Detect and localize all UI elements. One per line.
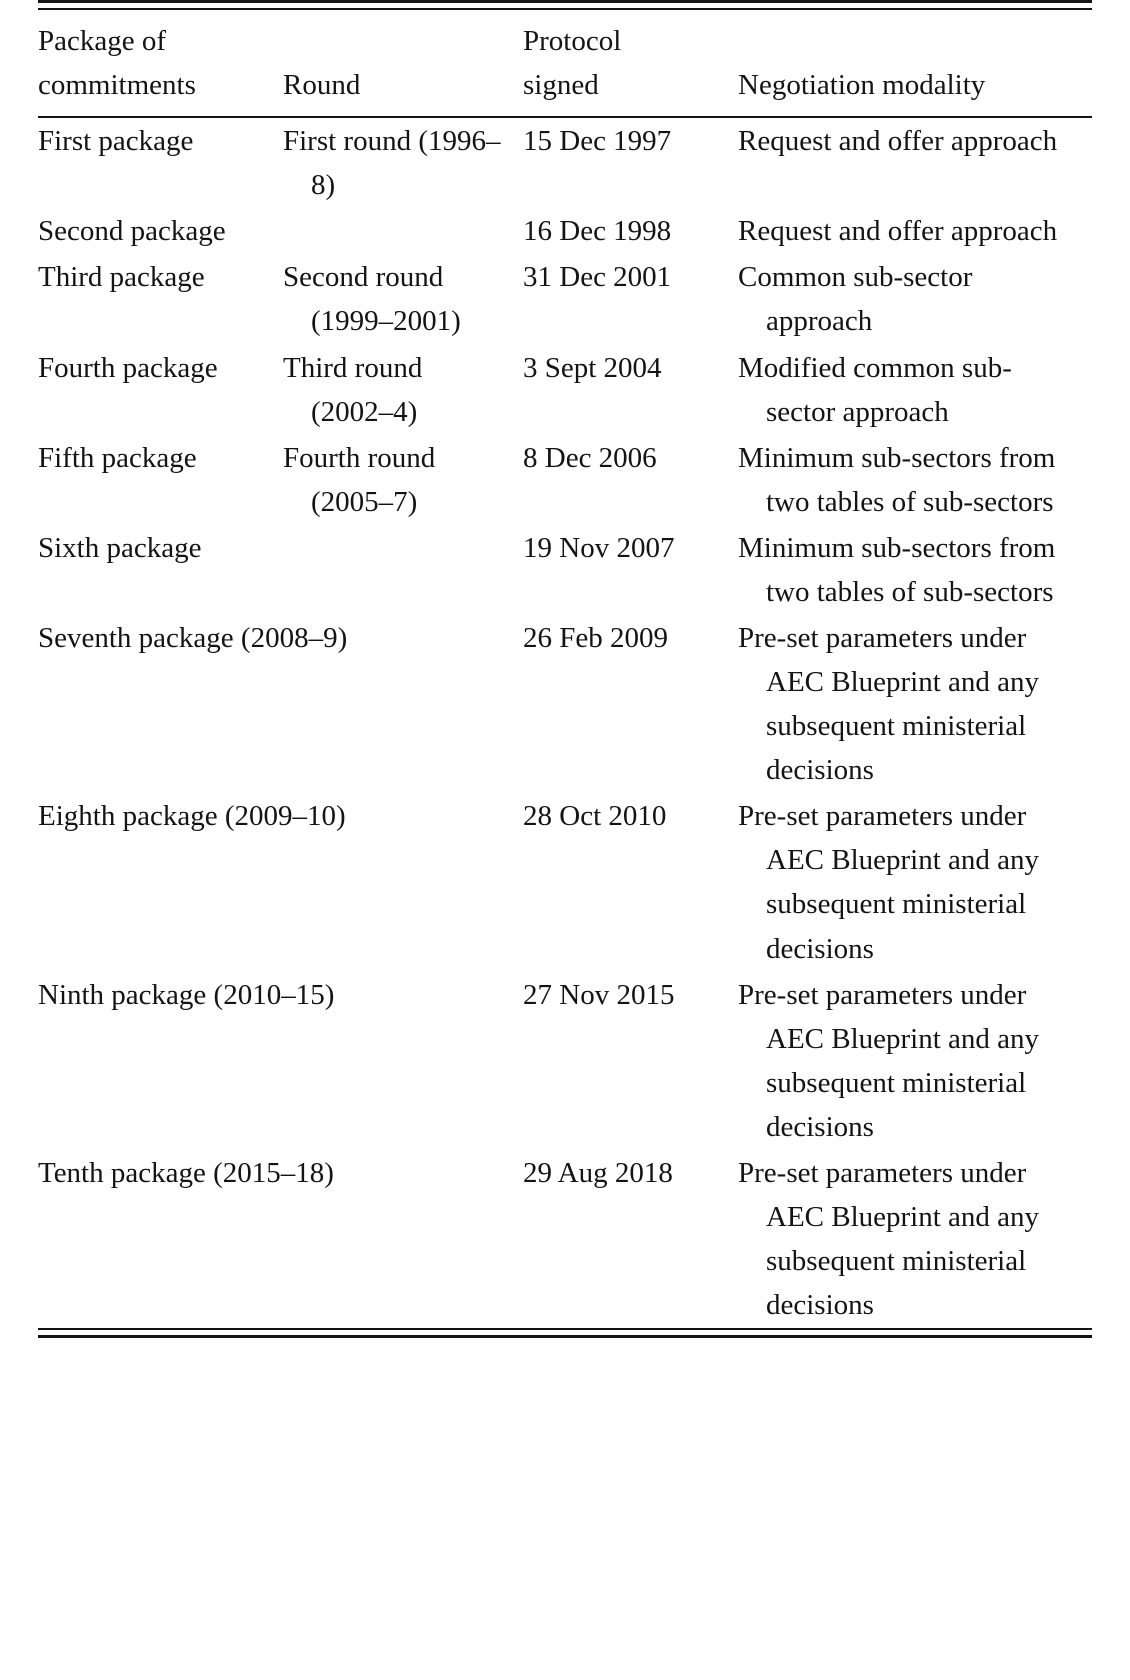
table-row (38, 972, 1092, 1150)
table-row (38, 793, 1092, 971)
cell-modality: Minimum sub-sectors from two tables of sub-sectors (738, 531, 1056, 608)
column-header-package: Package of commitments (38, 25, 196, 102)
table-row (38, 208, 1092, 254)
cell-modality: Pre-set parameters under AEC Blueprint and any subsequent ministerial decisions (738, 622, 1040, 787)
column-header-protocol-signed: Protocol signed (523, 25, 622, 102)
cell-package: Sixth package (38, 531, 202, 564)
cell-modality: Pre-set parameters under AEC Blueprint and any subsequent ministerial decisions (738, 978, 1040, 1143)
cell-modality: Pre-set parameters under AEC Blueprint and any subsequent ministerial decisions (738, 1156, 1040, 1322)
column-header-round: Round (283, 69, 361, 102)
cell-signed: 3 Sept 2004 (523, 351, 662, 384)
cell-signed: 15 Dec 1997 (523, 125, 672, 158)
cell-package: Seventh package (2008–9) (38, 622, 348, 655)
cell-round (283, 525, 523, 615)
cell-signed: 29 Aug 2018 (523, 1156, 673, 1189)
cell-modality: Pre-set parameters under AEC Blueprint and any subsequent ministerial decisions (738, 800, 1040, 965)
cell-round: First round (1996–8) (283, 125, 501, 202)
table-body (38, 117, 1092, 1337)
cell-modality: Request and offer approach (738, 215, 1058, 248)
table-row (38, 615, 1092, 793)
cell-package: First package (38, 125, 194, 158)
cell-package: Second package (38, 215, 226, 248)
cell-modality: Common sub-sector approach (738, 261, 973, 338)
cell-signed: 26 Feb 2009 (523, 622, 668, 655)
table-row (38, 525, 1092, 615)
cell-package: Tenth package (2015–18) (38, 1156, 334, 1189)
column-header-negotiation-modality: Negotiation modality (738, 69, 986, 102)
cell-package: Eighth package (2009–10) (38, 800, 346, 833)
cell-package: Ninth package (2010–15) (38, 978, 335, 1011)
cell-modality: Minimum sub-sectors from two tables of sub-sectors (738, 441, 1056, 518)
cell-signed: 8 Dec 2006 (523, 441, 657, 474)
cell-signed: 28 Oct 2010 (523, 800, 667, 833)
table-row (38, 345, 1092, 435)
table-row (38, 1150, 1092, 1329)
table-header (38, 2, 1092, 118)
cell-package: Fifth package (38, 441, 197, 474)
cell-signed: 27 Nov 2015 (523, 978, 675, 1011)
cell-package: Third package (38, 261, 205, 294)
table-row (38, 435, 1092, 525)
cell-round (283, 208, 523, 254)
cell-modality: Modified common sub-sector approach (738, 351, 1012, 428)
cell-signed: 16 Dec 1998 (523, 215, 672, 248)
table-row (38, 254, 1092, 344)
rule-bottom-row (38, 1329, 1092, 1337)
cell-modality: Request and offer approach (738, 125, 1058, 158)
cell-package: Fourth package (38, 351, 218, 384)
table-row (38, 117, 1092, 208)
header-row (38, 9, 1092, 117)
rule-top-row (38, 2, 1092, 10)
cell-round: Third round (2002–4) (283, 351, 423, 428)
cell-signed: 31 Dec 2001 (523, 261, 672, 294)
cell-signed: 19 Nov 2007 (523, 531, 675, 564)
cell-round: Second round (1999–2001) (283, 261, 461, 338)
commitments-table (38, 0, 1092, 1338)
cell-round: Fourth round (2005–7) (283, 441, 436, 518)
